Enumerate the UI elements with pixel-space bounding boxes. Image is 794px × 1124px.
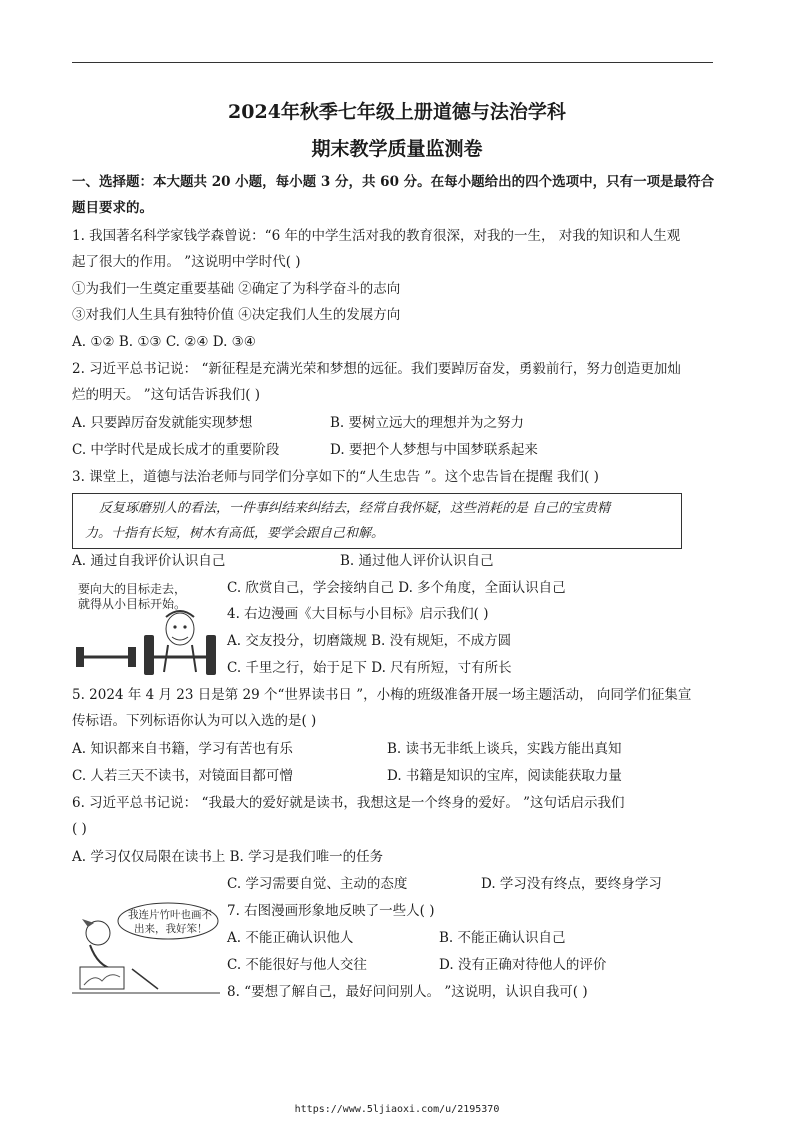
q3-option-a: A. 通过自我评价认识自己 bbox=[72, 553, 226, 569]
section-heading: 一、选择题：本大题共 20 小题，每小题 3 分，共 60 分。在每小题给出的四个选项中，只有一项是最符合 bbox=[72, 174, 715, 190]
q5-option-d: D. 书籍是知识的宝库，阅读能获取力量 bbox=[387, 768, 622, 784]
q2-stem-cont: 烂的明天。 ”这句话告诉我们( ) bbox=[72, 387, 261, 403]
q1-stem-cont: 起了很大的作用。 ”这说明中学时代( ) bbox=[72, 254, 301, 270]
q7-option-b: B. 不能正确认识自己 bbox=[439, 930, 566, 946]
q2-option-a: A. 只要踔厉奋发就能实现梦想 bbox=[72, 415, 253, 431]
q5-option-c: C. 人若三天不读书，对镜面目都可憎 bbox=[72, 768, 293, 784]
q2-stem: 2. 习近平总书记说： “新征程是充满光荣和梦想的远征。我们要踔厉奋发，勇毅前行，努力创造更加灿 bbox=[72, 361, 681, 377]
cartoon-big-small-goal bbox=[72, 577, 220, 677]
q5-option-b: B. 读书无非纸上谈兵，实践方能出真知 bbox=[387, 741, 622, 757]
q4-stem: 4. 右边漫画《大目标与小目标》启示我们( ) bbox=[227, 606, 489, 622]
q6-option-c: C. 学习需要自觉、主动的态度 bbox=[227, 876, 408, 892]
q4-options-cd: C. 千里之行，始于足下 D. 尺有所短，寸有所长 bbox=[227, 660, 512, 676]
painter-illustration bbox=[72, 897, 220, 995]
q2-option-c: C. 中学时代是成长成才的重要阶段 bbox=[72, 442, 280, 458]
q3-quote-line1: 反复琢磨别人的看法，一件事纠结来纠结去，经常自我怀疑，这些消耗的是 自己的宝贵精 bbox=[99, 501, 611, 516]
section-heading-cont: 题目要求的。 bbox=[72, 200, 153, 216]
q7-option-a: A. 不能正确认识他人 bbox=[227, 930, 354, 946]
cartoon1-caption-line2: 就得从小目标开始。 bbox=[78, 597, 187, 611]
q7-stem: 7. 右图漫画形象地反映了一些人( ) bbox=[227, 903, 435, 919]
q2-option-b: B. 要树立远大的理想并为之努力 bbox=[330, 415, 525, 431]
cartoon1-caption-line1: 要向大的目标走去， bbox=[78, 582, 187, 596]
exam-title: 2024年秋季七年级上册道德与法治学科 bbox=[228, 101, 566, 123]
q6-stem-cont: ( ) bbox=[72, 821, 87, 837]
exam-subtitle: 期末教学质量监测卷 bbox=[311, 138, 483, 160]
cartoon2-caption-line1: 我连片竹叶也画不 bbox=[128, 909, 212, 921]
q5-option-a: A. 知识都来自书籍，学习有苦也有乐 bbox=[72, 741, 293, 757]
q5-stem-cont: 传标语。下列标语你认为可以入选的是( ) bbox=[72, 713, 317, 729]
top-rule bbox=[72, 62, 713, 63]
q6-options-ab: A. 学习仅仅局限在读书上 B. 学习是我们唯一的任务 bbox=[72, 849, 384, 865]
q3-stem: 3. 课堂上，道德与法治老师与同学们分享如下的“人生忠告 ”。这个忠告旨在提醒 我们( ) bbox=[72, 469, 599, 485]
q6-stem: 6. 习近平总书记说： “我最大的爱好就是读书，我想这是一个终身的爱好。 ”这句话启示我们 bbox=[72, 795, 625, 811]
q4-options-ab: A. 交友投分，切磨箴规 B. 没有规矩，不成方圆 bbox=[227, 633, 512, 649]
q1-choices: A. ①② B. ①③ C. ②④ D. ③④ bbox=[72, 334, 256, 350]
q3-options-cd: C. 欣赏自己，学会接纳自己 D. 多个角度，全面认识自己 bbox=[227, 580, 566, 596]
q1-statements-1: ①为我们一生奠定重要基础 ②确定了为科学奋斗的志向 bbox=[72, 281, 401, 297]
q3-quote-box bbox=[72, 493, 682, 549]
cartoon2-caption-line2: 出来，我好笨！ bbox=[134, 923, 208, 935]
q6-option-d: D. 学习没有终点，要终身学习 bbox=[481, 876, 662, 892]
q8-stem: 8. “要想了解自己，最好问问别人。 ”这说明，认识自我可( ) bbox=[227, 984, 588, 1000]
q1-statements-2: ③对我们人生具有独特价值 ④决定我们人生的发展方向 bbox=[72, 307, 401, 323]
q5-stem: 5. 2024 年 4 月 23 日是第 29 个“世界读书日 ”，小梅的班级准备开展一场主题活动， 向同学们征集宣 bbox=[72, 687, 692, 703]
cartoon-painting bbox=[72, 897, 220, 995]
weightlifter-illustration bbox=[72, 577, 220, 677]
q1-stem: 1. 我国著名科学家钱学森曾说：“6 年的中学生活对我的教育很深，对我的一生， 对我的知识和人生观 bbox=[72, 228, 681, 244]
footer-url: https://www.5ljiaoxi.com/u/2195370 bbox=[294, 1104, 500, 1115]
q3-option-b: B. 通过他人评价认识自己 bbox=[340, 553, 494, 569]
q7-option-d: D. 没有正确对待他人的评价 bbox=[439, 957, 607, 973]
q3-quote-line2: 力。十指有长短，树木有高低，要学会跟自己和解。 bbox=[85, 526, 385, 541]
q7-option-c: C. 不能很好与他人交往 bbox=[227, 957, 367, 973]
q2-option-d: D. 要把个人梦想与中国梦联系起来 bbox=[330, 442, 538, 458]
